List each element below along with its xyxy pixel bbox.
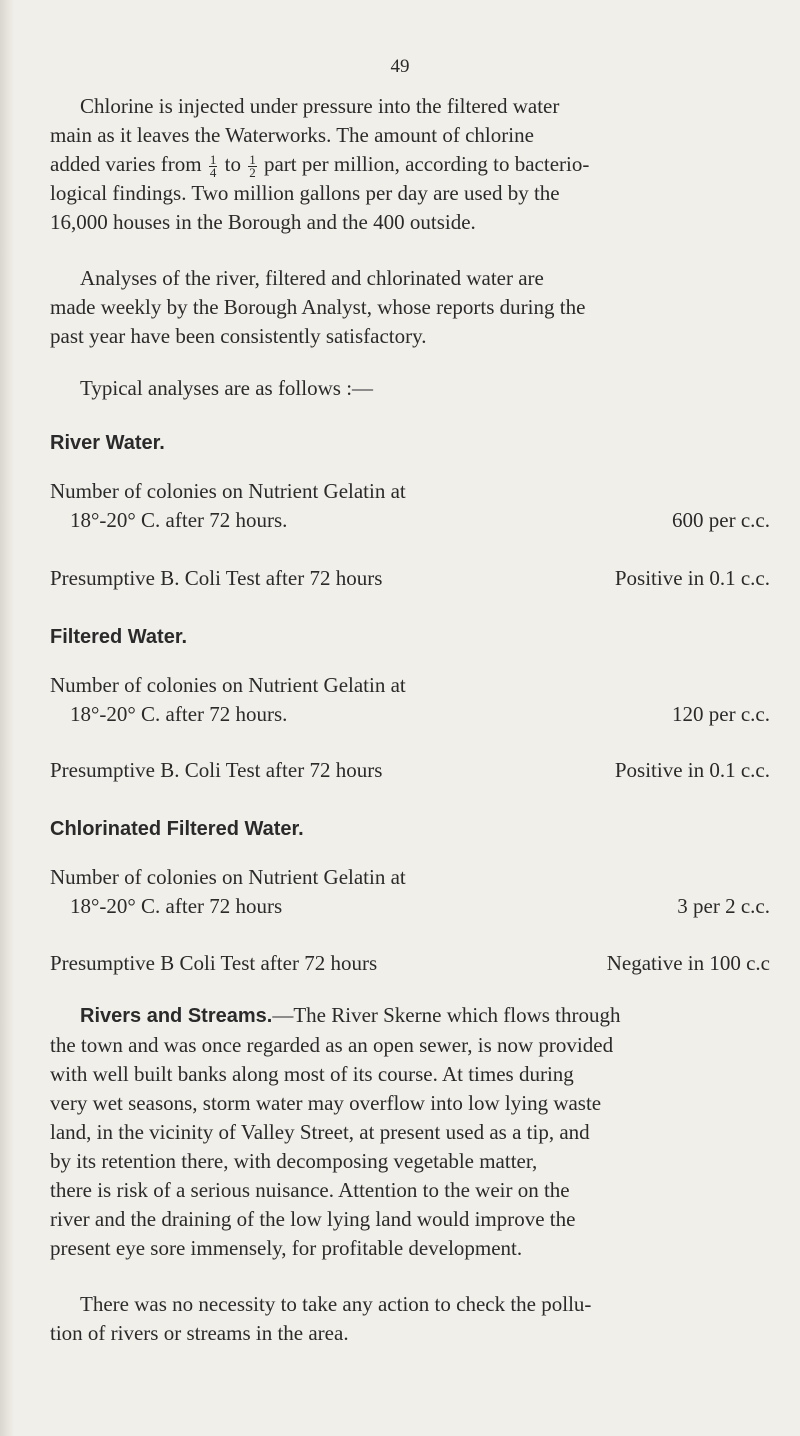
text-line: land, in the vicinity of Valley Street, at present used as a tip, and xyxy=(50,1120,590,1144)
fraction-half xyxy=(248,151,257,180)
coli-value: Positive in 0.1 c.c. xyxy=(614,758,770,782)
pollution-paragraph xyxy=(50,1290,742,1348)
page-number: 49 xyxy=(390,56,410,77)
typical-analyses-line xyxy=(50,374,742,403)
text-fragment: part per million, according to bacterio- xyxy=(263,152,590,176)
coli-value: Negative in 100 c.c xyxy=(606,951,770,975)
rivers-streams-heading: Rivers and Streams. xyxy=(80,1005,273,1027)
text-line: past year have been consistently satisfactory. xyxy=(50,324,427,348)
colonies-value: 600 per c.c. xyxy=(672,508,770,532)
rivers-streams-paragraph xyxy=(50,1001,742,1263)
river-water-heading: River Water. xyxy=(50,432,165,454)
fraction-denominator: 2 xyxy=(249,164,256,180)
chlorine-paragraph xyxy=(50,92,742,237)
colonies-value: 120 per c.c. xyxy=(672,702,770,726)
colonies-label: Number of colonies on Nutrient Gelatin at xyxy=(50,673,406,697)
text-fragment: added varies from xyxy=(50,152,202,176)
filtered-colonies-row xyxy=(50,671,770,729)
text-line: river and the draining of the low lying land would improve the xyxy=(50,1207,576,1231)
text-line: 16,000 houses in the Borough and the 400 outside. xyxy=(50,210,476,234)
chlorinated-colonies-row xyxy=(50,863,770,921)
text-line: Typical analyses are as follows :— xyxy=(80,376,374,400)
text-line: present eye sore immensely, for profitable development. xyxy=(50,1236,523,1260)
text-line: the town and was once regarded as an open sewer, is now provided xyxy=(50,1033,614,1057)
coli-label: Presumptive B. Coli Test after 72 hours xyxy=(50,566,383,590)
text-line: tion of rivers or streams in the area. xyxy=(50,1321,349,1345)
text-line xyxy=(50,1001,742,1031)
coli-label: Presumptive B. Coli Test after 72 hours xyxy=(50,758,383,782)
chlorinated-coli-row xyxy=(50,949,770,978)
text-line: very wet seasons, storm water may overflow into low lying waste xyxy=(50,1091,602,1115)
text-line: There was no necessity to take any action to check the pollu- xyxy=(80,1292,592,1316)
river-coli-row xyxy=(50,564,770,593)
coli-value: Positive in 0.1 c.c. xyxy=(614,566,770,590)
text-fragment: to xyxy=(224,152,241,176)
text-line: logical findings. Two million gallons per day are used by the xyxy=(50,181,560,205)
page-edge-shadow xyxy=(0,0,14,1436)
chlorinated-water-heading: Chlorinated Filtered Water. xyxy=(50,818,304,840)
text-line xyxy=(50,150,742,179)
fraction-denominator: 4 xyxy=(209,164,217,180)
text-line: by its retention there, with decomposing vegetable matter, xyxy=(50,1149,538,1173)
text-line: Analyses of the river, filtered and chlorinated water are xyxy=(80,266,544,290)
coli-label: Presumptive B Coli Test after 72 hours xyxy=(50,951,378,975)
text-line: main as it leaves the Waterworks. The amount of chlorine xyxy=(50,123,534,147)
colonies-value: 3 per 2 c.c. xyxy=(677,894,770,918)
fraction-numerator: 1 xyxy=(209,151,217,167)
text-fragment: —The River Skerne which flows through xyxy=(272,1003,621,1027)
fraction-numerator: 1 xyxy=(249,151,256,167)
colonies-label: Number of colonies on Nutrient Gelatin at xyxy=(50,479,406,503)
colonies-label-temp: 18°-20° C. after 72 hours. xyxy=(70,508,288,532)
text-line: there is risk of a serious nuisance. Attention to the weir on the xyxy=(50,1178,570,1202)
analyses-paragraph xyxy=(50,264,742,351)
colonies-label: Number of colonies on Nutrient Gelatin at xyxy=(50,865,406,889)
text-line: made weekly by the Borough Analyst, whose reports during the xyxy=(50,295,586,319)
river-colonies-row xyxy=(50,477,770,535)
text-line: Chlorine is injected under pressure into the filtered water xyxy=(80,94,560,118)
filtered-coli-row xyxy=(50,756,770,785)
colonies-label-temp: 18°-20° C. after 72 hours xyxy=(70,894,283,918)
text-line: with well built banks along most of its course. At times during xyxy=(50,1062,574,1086)
filtered-water-heading: Filtered Water. xyxy=(50,626,188,648)
fraction-quarter xyxy=(209,151,218,180)
colonies-label-temp: 18°-20° C. after 72 hours. xyxy=(70,702,288,726)
